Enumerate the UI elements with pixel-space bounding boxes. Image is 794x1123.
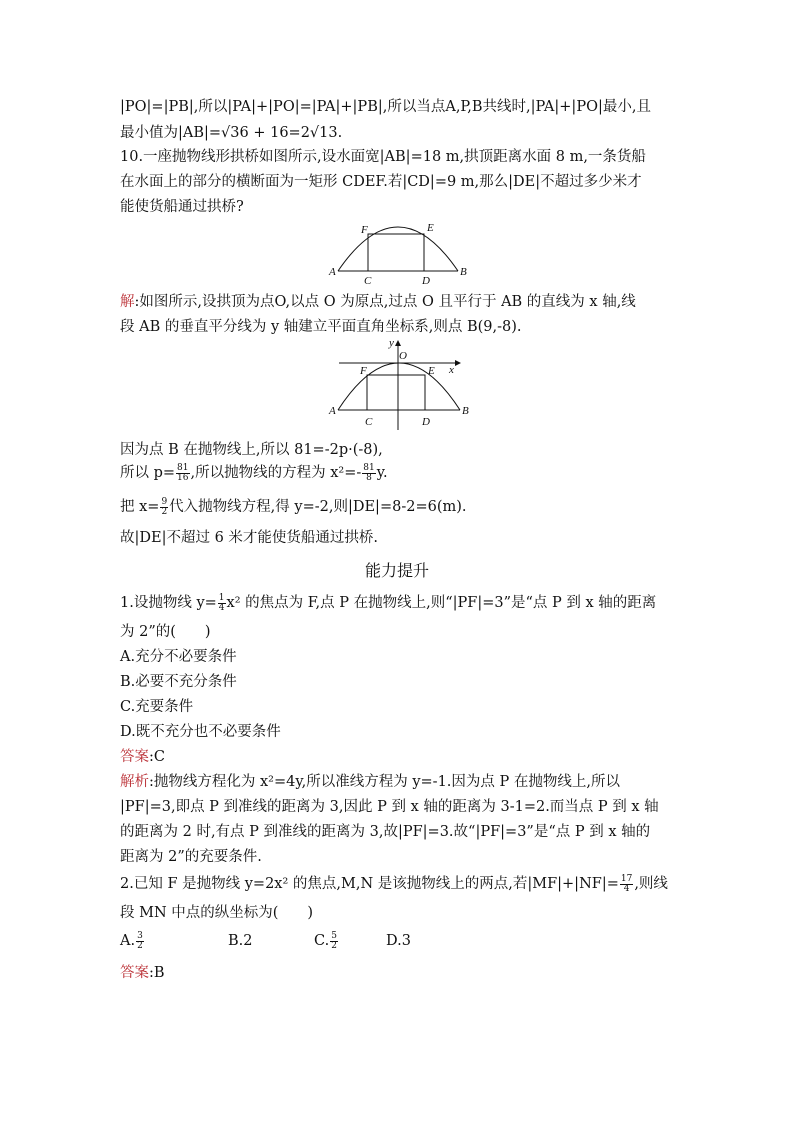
q10-line-3: 能使货船通过拱桥? (120, 199, 244, 215)
q2-line-2: 段 MN 中点的纵坐标为( ) (120, 905, 314, 921)
fraction-9-2: $\frac{9}{2}$ (161, 496, 168, 517)
arch-curve-2 (338, 363, 460, 410)
label-F2: F (360, 365, 367, 377)
label-A: A (329, 266, 336, 278)
sol5-a: 把 x= (120, 499, 160, 515)
solution-line-5 (120, 497, 467, 517)
ship-rect-2 (367, 375, 425, 410)
q2-option-a: A. $\frac{3}{2}$ (120, 930, 143, 951)
q1-answer-label: 答案 (120, 749, 149, 765)
q1-analysis-text-1: :抛物线方程化为 x²=4y,所以准线方程为 y=-1.因为点 P 在抛物线上,所以 (149, 774, 620, 790)
label-B2: B (462, 405, 469, 417)
q2-option-d: D.3 (386, 933, 411, 949)
q1-line-1 (120, 593, 656, 613)
q2-line-1 (120, 874, 668, 894)
q1-a: 1.设抛物线 y= (120, 595, 217, 611)
solution-line-1 (120, 292, 636, 312)
q2-option-b: B.2 (228, 933, 253, 949)
intro-line-2: 最小值为|AB|=√36 + 16=2√13. (120, 125, 343, 141)
fraction-17-4: $\frac{17}{4}$ (620, 873, 633, 894)
q1-option-b: B.必要不充分条件 (120, 674, 237, 690)
label-x: x (449, 364, 454, 376)
q1-analysis-line-4: 距离为 2”的充要条件. (120, 849, 262, 865)
fraction-3-2: $\frac{3}{2}$ (137, 930, 143, 951)
q2-a: 2.已知 F 是抛物线 y=2x² 的焦点,M,N 是该抛物线上的两点,若|MF|+|NF|= (120, 876, 619, 892)
label-C2: C (365, 416, 373, 428)
q1-option-c: C.充要条件 (120, 699, 194, 715)
label-D: D (422, 275, 430, 287)
q2-answer (120, 963, 165, 983)
sol4-b: ,所以抛物线的方程为 x²=- (190, 465, 362, 481)
solution-line-2: 段 AB 的垂直平分线为 y 轴建立平面直角坐标系,则点 B(9,-8). (120, 319, 522, 335)
sol5-b: 代入抛物线方程,得 y=-2,则|DE|=8-2=6(m). (169, 499, 467, 515)
label-O: O (399, 350, 407, 362)
fraction-1-4: $\frac{1}{4}$ (218, 592, 225, 613)
sol4-c: y. (376, 465, 388, 481)
intro-line-1: |PO|=|PB|,所以|PA|+|PO|=|PA|+|PB|,所以当点A,P,B共线时,|PA|+|PO|最小,且 (120, 99, 651, 115)
q2-answer-label: 答案 (120, 965, 149, 981)
x-axis-arrow (455, 360, 461, 366)
solution-line-4 (120, 463, 388, 483)
section-title: 能力提升 (364, 561, 429, 580)
q2-b: ,则线 (634, 876, 668, 892)
sol4-a: 所以 p= (120, 465, 176, 481)
label-C: C (364, 275, 372, 287)
q1-option-a: A.充分不必要条件 (120, 649, 237, 665)
ship-rect (368, 234, 424, 271)
solution-line-3: 因为点 B 在抛物线上,所以 81=-2p·(-8), (120, 442, 383, 458)
q1-option-d: D.既不充分也不必要条件 (120, 724, 281, 740)
q10-line-1: 10.一座抛物线形拱桥如图所示,设水面宽|AB|=18 m,拱顶距离水面 8 m,一条货船 (120, 149, 646, 165)
solution-line-6: 故|DE|不超过 6 米才能使货船通过拱桥. (120, 530, 379, 546)
fraction-5-2: $\frac{5}{2}$ (331, 930, 337, 951)
label-D2: D (422, 416, 430, 428)
label-F: F (361, 224, 368, 236)
q1-analysis-line-1 (120, 772, 620, 792)
q10-line-2: 在水面上的部分的横断面为一矩形 CDEF.若|CD|=9 m,那么|DE|不超过多少米才 (120, 174, 642, 190)
q1-analysis-label: 解析 (120, 774, 149, 790)
q1-answer (120, 747, 165, 767)
q1-analysis-line-3: 的距离为 2 时,有点 P 到准线的距离为 3,故|PF|=3.故“|PF|=3”是“点 P 到 x 轴的 (120, 824, 651, 840)
bridge-figure (326, 215, 471, 290)
q1-analysis-line-2: |PF|=3,即点 P 到准线的距离为 3,因此 P 到 x 轴的距离为 3-1=2.而当点 P 到 x 轴 (120, 799, 659, 815)
fraction-81-16: $\frac{81}{16}$ (177, 462, 189, 483)
label-B: B (460, 266, 467, 278)
label-E2: E (428, 365, 435, 377)
y-axis-arrow (395, 340, 401, 346)
q1-b: x² 的焦点为 F,点 P 在抛物线上,则“|PF|=3”是“点 P 到 x 轴的距离 (226, 595, 657, 611)
q1-answer-value: :C (149, 749, 165, 765)
solution-label: 解 (120, 294, 135, 310)
solution-text-1: :如图所示,设拱顶为点O,以点 O 为原点,过点 O 且平行于 AB 的直线为 x 轴,线 (134, 294, 636, 310)
label-E: E (427, 222, 434, 234)
label-A2: A (329, 405, 336, 417)
q1-line-2: 为 2”的( ) (120, 624, 211, 640)
fraction-81-8: $\frac{81}{8}$ (363, 462, 375, 483)
q2-option-c: C. $\frac{5}{2}$ (314, 930, 337, 951)
label-y: y (389, 338, 394, 349)
coordinate-figure (327, 338, 470, 430)
q2-answer-value: :B (149, 965, 165, 981)
